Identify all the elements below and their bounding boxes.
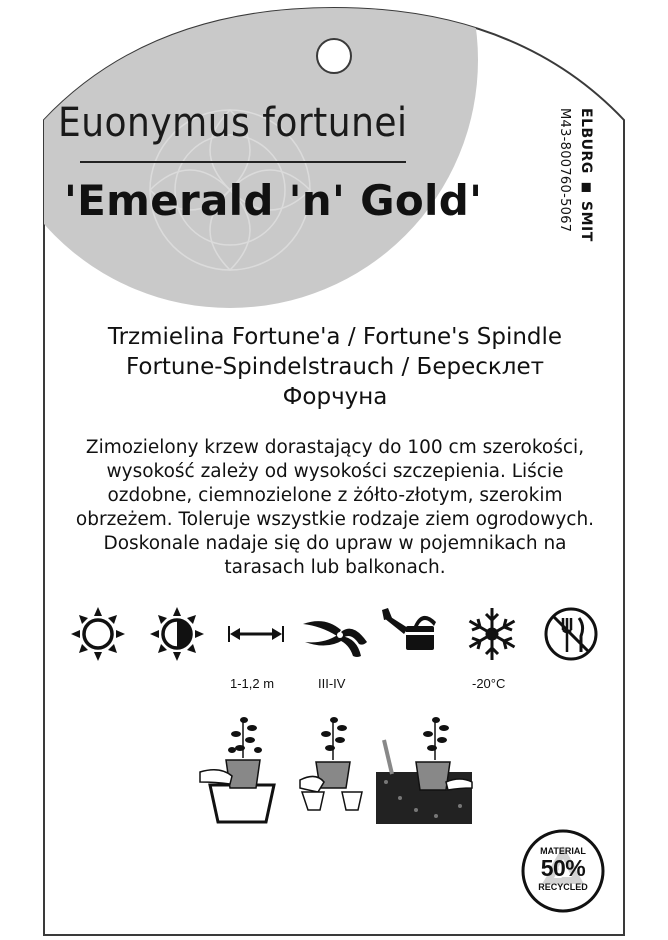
snowflake-icon (470, 608, 515, 660)
description-line: Zimozielony krzew dorastający do 100 cm szerokości, (85, 437, 585, 458)
width-arrow-icon (229, 626, 283, 642)
hang-hole (317, 39, 351, 73)
common-name-line: Fortune-Spindelstrauch / Бересклет (125, 354, 545, 380)
description-line: tarasach lub balkonach. (224, 557, 446, 578)
badge-percentage: 50% (540, 855, 586, 881)
description-line: obrzeżem. Toleruje wszystkie rodzaje ziem ogrodowych. (75, 509, 595, 530)
plant-in-soil-illustration (376, 717, 472, 824)
pruning-label: III-IV (318, 676, 346, 691)
common-name-line: Trzmielina Fortune'a / Fortune's Spindle (107, 324, 563, 350)
latin-name: Euonymus fortunei (58, 100, 408, 146)
description-line: Doskonale nadaje się do upraw w pojemnikach na (103, 533, 567, 554)
care-icons-row (0, 600, 668, 670)
planting-illustrations (180, 710, 480, 830)
width-label: 1-1,2 m (230, 676, 275, 691)
partial-shade-icon (150, 607, 204, 661)
soak-pot-illustration (200, 717, 274, 822)
description-line: ozdobne, ciemnozielone z żółto-złotym, szerokim (107, 485, 563, 506)
watering-can-icon (382, 608, 436, 650)
product-code: M43-800760-5067 (557, 108, 572, 233)
title-divider (80, 161, 406, 163)
pruning-shears-icon (303, 621, 367, 657)
hardiness-label: -20°C (472, 676, 506, 691)
badge-line-material: MATERIAL (540, 846, 586, 856)
full-sun-icon (71, 607, 125, 661)
description (60, 436, 610, 580)
cultivar-name: 'Emerald 'n' Gold' (64, 176, 483, 225)
brand-name: ELBURG ◼ SMIT (578, 108, 594, 242)
common-name-line: Форчуна (282, 384, 388, 410)
not-edible-icon (546, 609, 596, 659)
common-names (60, 322, 610, 412)
description-line: wysokość zależy od wysokości szczepienia. Liście (106, 461, 564, 482)
remove-pot-illustration (300, 717, 362, 810)
badge-line-recycled: RECYCLED (538, 882, 588, 892)
